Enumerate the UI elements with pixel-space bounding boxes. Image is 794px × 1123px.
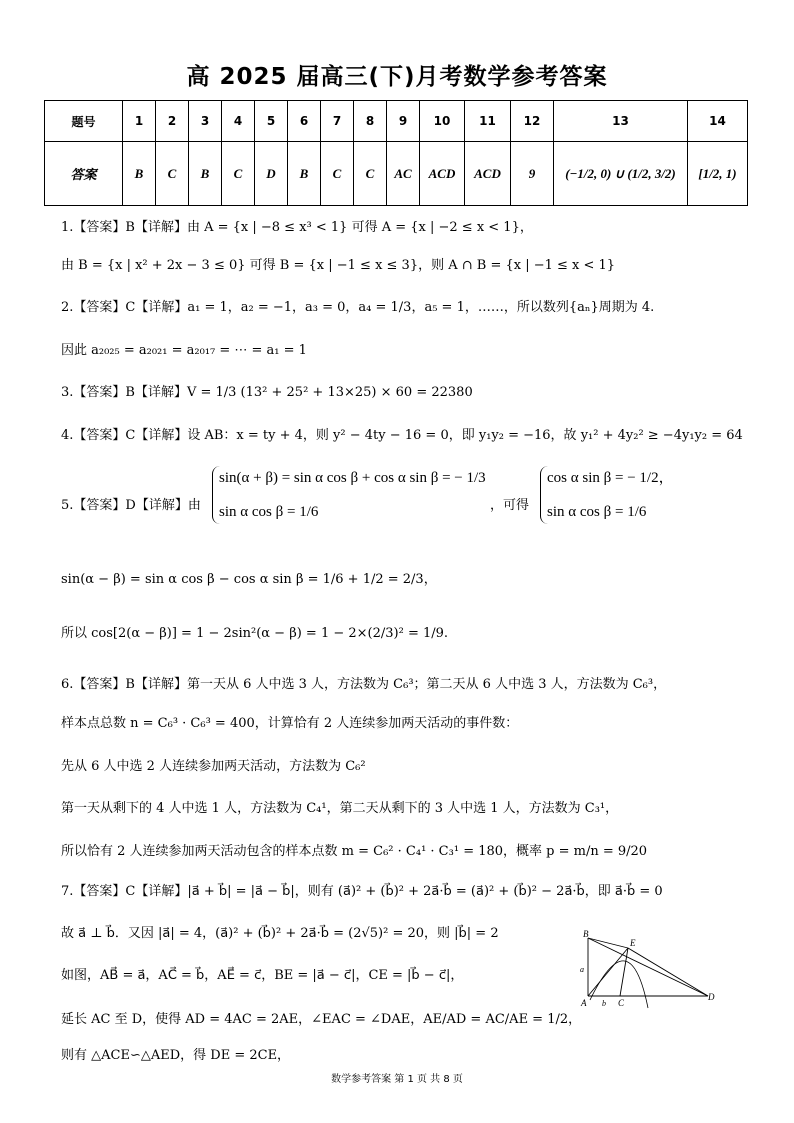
question-number: 1 bbox=[123, 101, 156, 142]
solution-line: 3.【答案】B【详解】V = 1/3 (13² + 25² + 13×25) × 60 = 22380 bbox=[61, 385, 473, 400]
question-number: 11 bbox=[465, 101, 511, 142]
equation: sin α cos β = 1/6 bbox=[547, 504, 647, 520]
answer-cell: B bbox=[123, 142, 156, 206]
question-number: 10 bbox=[420, 101, 465, 142]
question-number: 3 bbox=[189, 101, 222, 142]
label-d: D bbox=[708, 992, 715, 1002]
answer-cell-14: [1/2, 1) bbox=[688, 142, 748, 206]
question-number: 6 bbox=[288, 101, 321, 142]
question-number-row bbox=[45, 101, 748, 142]
answer-cell: C bbox=[156, 142, 189, 206]
solution-line: 故 a⃗ ⊥ b⃗．又因 |a⃗| = 4，(a⃗)² + (b⃗)² + 2a⃗·b⃗ = (2√5)² = 20，则 |b⃗| = 2 bbox=[61, 926, 499, 941]
solution-line: sin(α − β) = sin α cos β − cos α sin β = 1/6 + 1/2 = 2/3， bbox=[61, 572, 437, 587]
answer-row bbox=[45, 142, 748, 206]
segment-be bbox=[588, 938, 628, 948]
segment-ae bbox=[588, 948, 628, 996]
question-number: 8 bbox=[354, 101, 387, 142]
equation: sin(α + β) = sin α cos β + cos α sin β = − 1/3 bbox=[219, 470, 486, 486]
solution-line: 则有 △ACE∽△AED，得 DE = 2CE， bbox=[61, 1048, 291, 1063]
solution-line: 延长 AC 至 D，使得 AD = 4AC = 2AE，∠EAC = ∠DAE，AE/AD = AC/AE = 1/2， bbox=[61, 1012, 582, 1027]
answer-cell: C bbox=[354, 142, 387, 206]
page-footer: 数学参考答案 第 1 页 共 8 页 bbox=[331, 1074, 463, 1085]
solution-line: 6.【答案】B【详解】第一天从 6 人中选 3 人，方法数为 C₆³；第二天从 6 人中选 3 人，方法数为 C₆³， bbox=[61, 677, 667, 692]
label-a: A bbox=[581, 998, 587, 1008]
answer-cell-13: (−1/2, 0) ∪ (1/2, 3/2) bbox=[554, 142, 688, 206]
question-number: 9 bbox=[387, 101, 420, 142]
answer-cell: AC bbox=[387, 142, 420, 206]
equation-system-1 bbox=[212, 466, 486, 524]
page-title: 高 2025 届高三(下)月考数学参考答案 bbox=[186, 64, 608, 90]
solution-line: 2.【答案】C【详解】a₁ = 1，a₂ = −1，a₃ = 0，a₄ = 1/3，a₅ = 1，……，所以数列{aₙ}周期为 4. bbox=[61, 300, 655, 315]
equation: cos α sin β = − 1/2， bbox=[547, 470, 674, 486]
segment-ed bbox=[628, 948, 708, 996]
solution-line: 7.【答案】C【详解】|a⃗ + b⃗| = |a⃗ − b⃗|，则有 (a⃗)² + (b⃗)² + 2a⃗·b⃗ = (a⃗)² + (b⃗)² − 2a⃗·b⃗，即 a⃗·b⃗ = 0 bbox=[61, 884, 663, 899]
solution-line: 1.【答案】B【详解】由 A = {x | −8 ≤ x³ < 1} 可得 A = {x | −2 ≤ x < 1}， bbox=[61, 220, 533, 235]
solution-line: 所以恰有 2 人连续参加两天活动包含的样本点数 m = C₆² · C₄¹ · C₃¹ = 180，概率 p = m/n = 9/20 bbox=[61, 844, 648, 859]
question-number: 2 bbox=[156, 101, 189, 142]
equation: sin α cos β = 1/6 bbox=[219, 504, 319, 520]
row-label: 答案 bbox=[45, 142, 123, 206]
vector-diagram bbox=[570, 928, 720, 1013]
solution-line: 先从 6 人中选 2 人连续参加两天活动，方法数为 C₆² bbox=[61, 759, 366, 774]
answer-cell: D bbox=[255, 142, 288, 206]
solution-line: 所以 cos[2(α − β)] = 1 − 2sin²(α − β) = 1 − 2×(2/3)² = 1/9. bbox=[61, 626, 449, 641]
equation-system-2 bbox=[540, 466, 674, 524]
question-number: 14 bbox=[688, 101, 748, 142]
solution-line: 如图，AB⃗ = a⃗，AC⃗ = b⃗，AE⃗ = c⃗，BE = |a⃗ − c⃗|，CE = |b⃗ − c⃗|， bbox=[61, 968, 464, 983]
solution-line: 因此 a₂₀₂₅ = a₂₀₂₁ = a₂₀₁₇ = ⋯ = a₁ = 1 bbox=[61, 343, 307, 358]
answer-cell: C bbox=[222, 142, 255, 206]
answer-cell: B bbox=[288, 142, 321, 206]
answer-table bbox=[44, 100, 748, 206]
solution-line: 样本点总数 n = C₆³ · C₆³ = 400，计算恰有 2 人连续参加两天活动的事件数： bbox=[61, 716, 519, 731]
label-b-vector: b bbox=[602, 999, 606, 1008]
answer-cell: 9 bbox=[511, 142, 554, 206]
question-number: 13 bbox=[554, 101, 688, 142]
label-a-vector: a bbox=[580, 965, 584, 974]
solution-line: ，可得 bbox=[490, 498, 530, 513]
segment-bd bbox=[588, 938, 708, 996]
answer-cell: C bbox=[321, 142, 354, 206]
label-c: C bbox=[618, 998, 625, 1008]
row-label: 题号 bbox=[45, 101, 123, 142]
label-e: E bbox=[630, 938, 636, 948]
question-number: 12 bbox=[511, 101, 554, 142]
label-b: B bbox=[583, 929, 589, 939]
question-number: 4 bbox=[222, 101, 255, 142]
solution-line: 5.【答案】D【详解】由 bbox=[61, 498, 201, 513]
answer-cell: B bbox=[189, 142, 222, 206]
solution-line: 第一天从剩下的 4 人中选 1 人，方法数为 C₄¹，第二天从剩下的 3 人中选 1 人，方法数为 C₃¹， bbox=[61, 801, 619, 816]
solution-line: 由 B = {x | x² + 2x − 3 ≤ 0} 可得 B = {x | −1 ≤ x ≤ 3}，则 A ∩ B = {x | −1 ≤ x < 1} bbox=[61, 258, 616, 273]
answer-cell: ACD bbox=[465, 142, 511, 206]
question-number: 7 bbox=[321, 101, 354, 142]
solution-line: 4.【答案】C【详解】设 AB：x = ty + 4，则 y² − 4ty − 16 = 0，即 y₁y₂ = −16，故 y₁² + 4y₂² ≥ −4y₁y₂ = 64 bbox=[61, 428, 743, 443]
answer-cell: ACD bbox=[420, 142, 465, 206]
question-number: 5 bbox=[255, 101, 288, 142]
